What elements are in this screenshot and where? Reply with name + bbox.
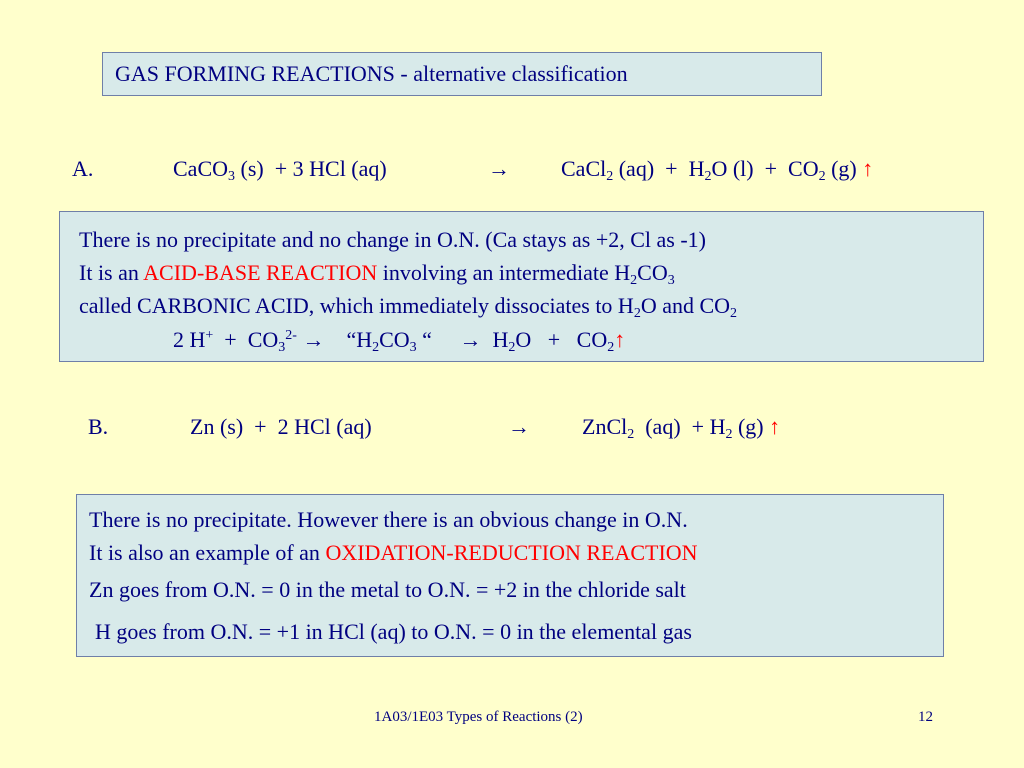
reaction-b-reactants: Zn (s) + 2 HCl (aq) bbox=[190, 414, 372, 439]
reaction-b-products: ZnCl$_2$ $(aq) + H_2$ (g) ↑ bbox=[582, 414, 781, 442]
slide-footer: 1A03/1E03 Types of Reactions (2) bbox=[374, 709, 583, 725]
page-number: 12 bbox=[918, 709, 933, 725]
box-a-equation: 2 $H^+ + CO_3^{2-}$ → “$H_2CO_3$ “ → $H_2O$ + $CO_2↑$ bbox=[173, 327, 626, 355]
gas-up-arrow-icon: ↑ bbox=[769, 414, 781, 439]
box-a-line-3: called CARBONIC ACID, which immediately dissociates to $H_2O$ and $CO_2$ bbox=[79, 293, 738, 321]
gas-up-arrow-icon: ↑ bbox=[614, 327, 626, 352]
box-b-line-2: It is also an example of an OXIDATION-REDUCTION REACTION bbox=[89, 540, 698, 565]
gas-up-arrow-icon: ↑ bbox=[862, 156, 874, 181]
reaction-b-arrow: → bbox=[508, 414, 530, 439]
box-a-line-2: It is an ACID-BASE REACTION involving an intermediate $H_2CO_3$ bbox=[79, 260, 675, 288]
reaction-b-label: B. bbox=[88, 414, 109, 439]
box-a-line-1: There is no precipitate and no change in O.N. (Ca stays as +2, Cl as -1) bbox=[79, 227, 707, 252]
box-b-line-3: Zn goes from O.N. = 0 in the metal to O.N. = +2 in the chloride salt bbox=[89, 577, 686, 602]
reaction-a-equation: CaCO$_3$ (s) + 3 HCl (aq) bbox=[173, 156, 387, 184]
reaction-a-label: A. bbox=[72, 156, 94, 181]
reaction-a-products: CaCl$_2$ $(aq) + H_2O$ $(l) + CO_2$ (g) ↑ bbox=[561, 156, 874, 184]
reaction-a-arrow: → bbox=[488, 156, 510, 181]
box-b-line-1: There is no precipitate. However there is an obvious change in O.N. bbox=[89, 507, 688, 532]
slide-title: GAS FORMING REACTIONS - alternative classification bbox=[102, 52, 822, 96]
box-b-line-4: H goes from O.N. = +1 in HCl (aq) to O.N. = 0 in the elemental gas bbox=[95, 619, 692, 644]
